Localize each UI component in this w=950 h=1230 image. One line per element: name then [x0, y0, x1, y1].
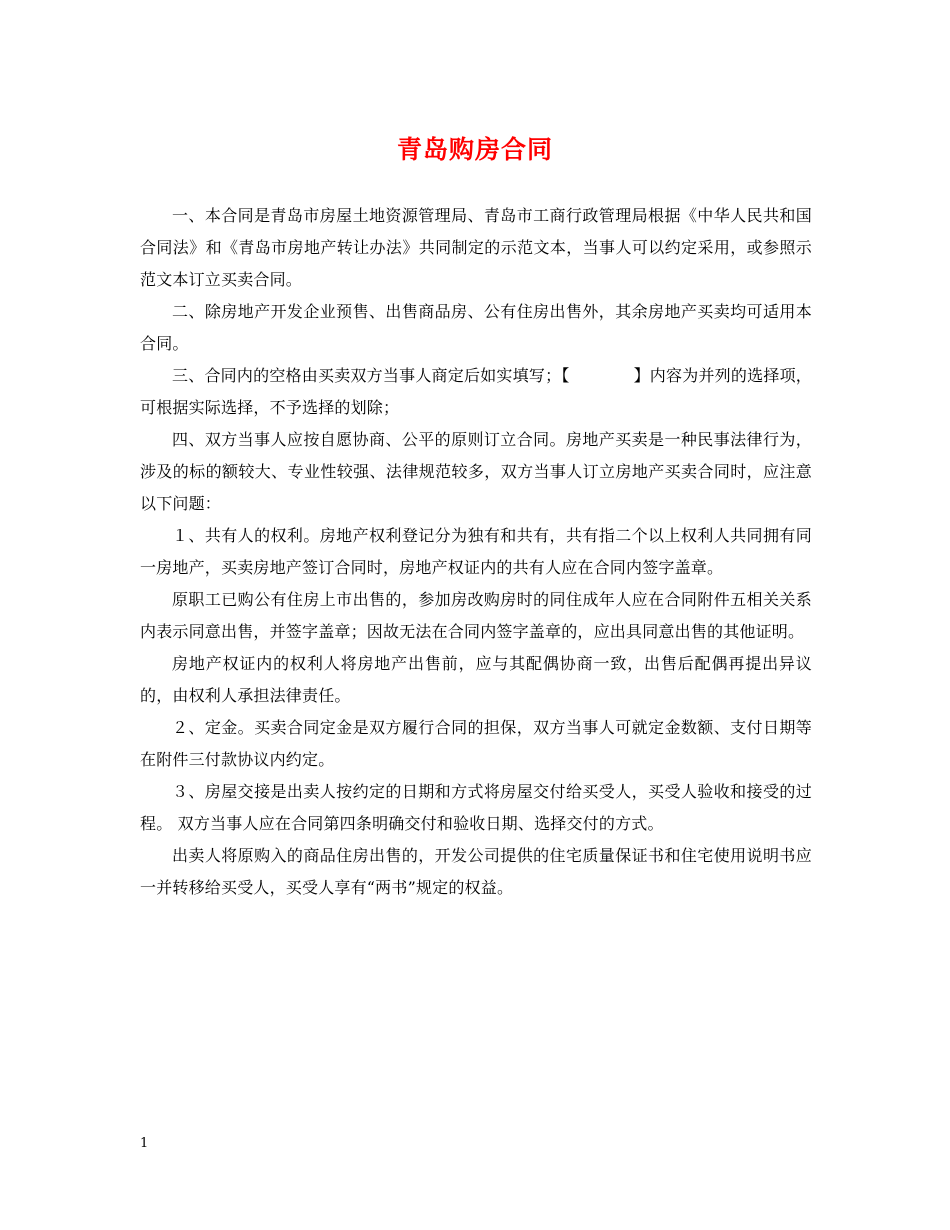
paragraph-clause-3	[140, 360, 812, 424]
paragraph-co-owner-rights: １、共有人的权利。房地产权利登记分为独有和共有，共有指二个以上权利人共同拥有同一房地产，买卖房地产签订合同时，房地产权证内的共有人应在合同内签字盖章。	[140, 526, 812, 577]
paragraph-deposit: ２、定金。买卖合同定金是双方履行合同的担保，双方当事人可就定金数额、支付日期等在附件三付款协议内约定。	[140, 718, 812, 769]
paragraph-clause-2: 二、除房地产开发企业预售、出售商品房、公有住房出售外，其余房地产买卖均可适用本合同。	[140, 302, 812, 353]
paragraph-handover: ３、房屋交接是出卖人按约定的日期和方式将房屋交付给买受人，买受人验收和接受的过程。 双方当事人应在合同第四条明确交付和验收日期、选择交付的方式。	[140, 782, 812, 833]
clause-3-text-after: 内容为并列的选择项，可根据实际选择，不予选择的划除；	[140, 366, 812, 417]
paragraph-clause-4: 四、双方当事人应按自愿协商、公平的原则订立合同。房地产买卖是一种民事法律行为，涉及的标的额较大、专业性较强、法律规范较多，双方当事人订立房地产买卖合同时，应注意以下问题：	[140, 430, 812, 513]
clause-3-text-before: 三、合同内的空格由买卖双方当事人商定后如实填写；	[172, 366, 562, 385]
page-number: 1	[140, 1136, 149, 1151]
document-body	[140, 200, 812, 904]
clause-3-bracket-close: 】	[633, 366, 650, 385]
document-title: 青岛购房合同	[396, 135, 553, 164]
paragraph-public-housing: 原职工已购公有住房上市出售的，参加房改购房时的同住成年人应在合同附件五相关关系内表示同意出售，并签字盖章；因故无法在合同内签字盖章的，应出具同意出售的其他证明。	[140, 590, 812, 641]
paragraph-spouse-consent: 房地产权证内的权利人将房地产出售前，应与其配偶协商一致，出售后配偶再提出异议的，由权利人承担法律责任。	[140, 654, 812, 705]
paragraph-clause-1: 一、本合同是青岛市房屋土地资源管理局、青岛市工商行政管理局根据《中华人民共和国合同法》和《青岛市房地产转让办法》共同制定的示范文本，当事人可以约定采用，或参照示范文本订立买卖合同。	[140, 206, 812, 289]
clause-3-bracket-open: 【	[561, 366, 570, 385]
paragraph-two-documents: 出卖人将原购入的商品住房出售的，开发公司提供的住宅质量保证书和住宅使用说明书应一并转移给买受人，买受人享有“两书”规定的权益。	[140, 846, 812, 897]
